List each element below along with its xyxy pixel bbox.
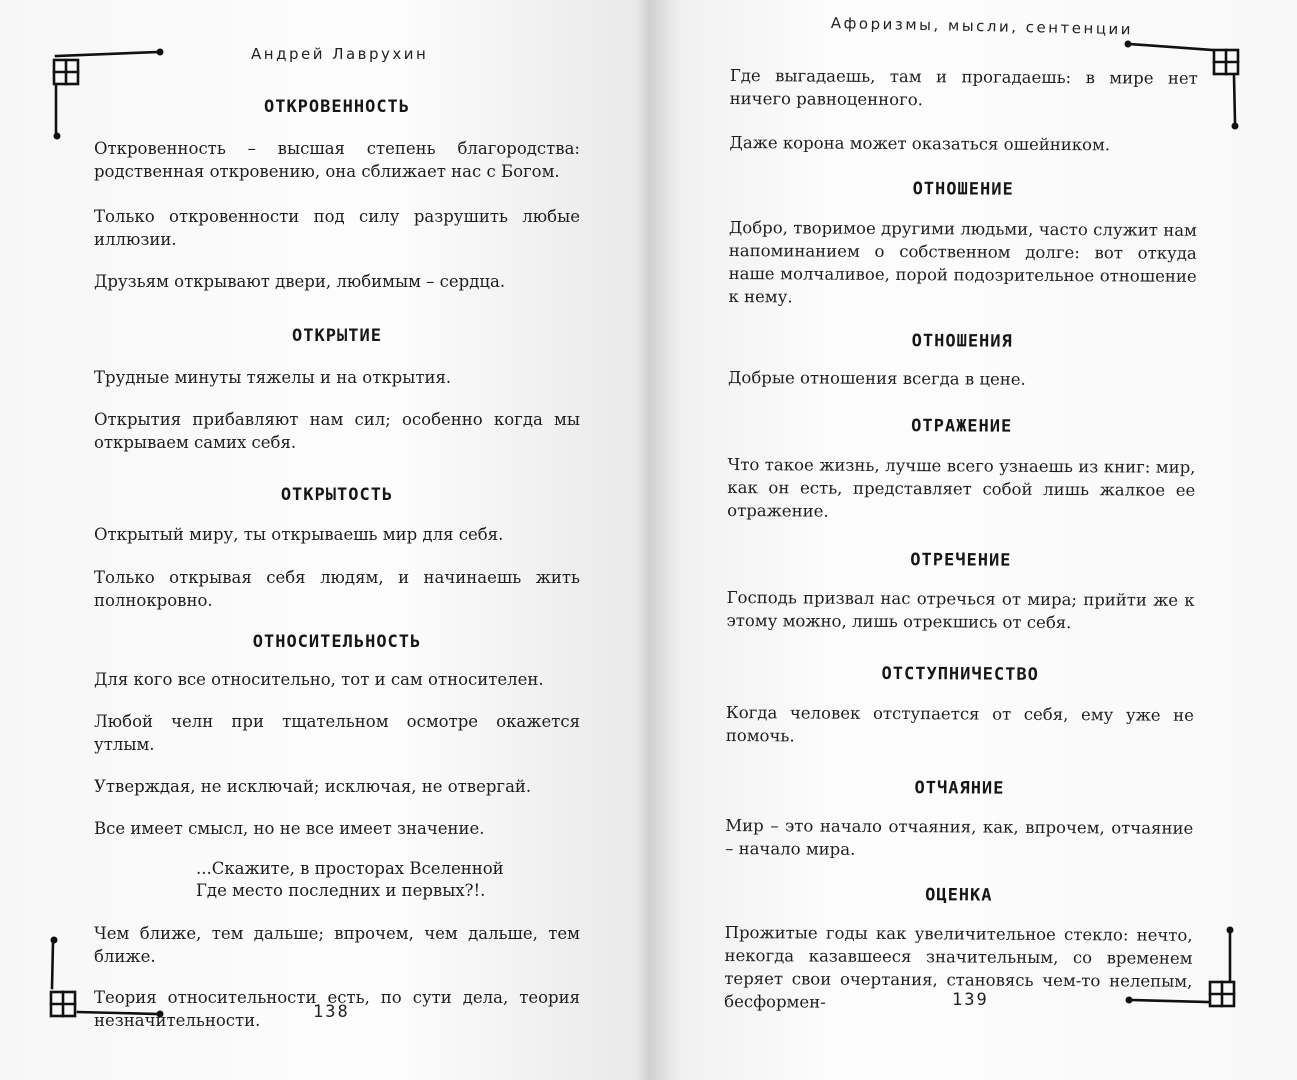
page-number: 138 [313,1002,350,1022]
paragraph: Утверждая, не исключай; исключая, не отвергай. [94,777,532,796]
paragraph: Чем ближе, тем дальше; впрочем, чем дальше, тем ближе. [94,924,580,966]
paragraph: Даже корона может оказаться ошейником. [729,132,1111,155]
paragraph: Когда человек отступается от себя, ему уже не помочь. [725,702,1195,746]
paragraph: Что такое жизнь, лучше всего узнаешь из книг: мир, как он есть, представляет собой лишь жалкое ее отражение. [727,454,1196,521]
paragraph: Любой челн при тщательном осмотре окажется утлым. [94,712,580,754]
left-page [0,0,648,1080]
section-title: ОЦЕНКА [925,885,993,906]
paragraph: Где выгадаешь, там и прогадаешь: в мире нет ничего равноценного. [729,65,1198,110]
running-head: Андрей Лаврухин [251,45,429,63]
right-page [648,0,1297,1080]
section-title: ОТКРЫТОСТЬ [280,485,394,505]
page-number: 139 [952,990,989,1010]
poem-line: ...Скажите, в просторах Вселенной [196,859,504,878]
paragraph: Открытый миру, ты открываешь мир для себя. [94,525,504,544]
section-title: ОТКРЫТИЕ [292,326,382,346]
poem-line: Где место последних и первых?!. [196,881,486,900]
left-page-content [94,93,580,1032]
section-title: ОТНОШЕНИЯ [911,331,1013,352]
paragraph: Все имеет смысл, но не все имеет значение. [94,819,485,838]
section-title: ОТРЕЧЕНИЕ [910,550,1012,571]
paragraph: Открытия прибавляют нам сил; особенно когда мы открываем самих себя. [94,410,580,452]
paragraph: Только откровенности под силу разрушить любые иллюзии. [94,207,580,249]
section-title: ОТЧАЯНИЕ [914,778,1005,799]
section-title: ОТСТУПНИЧЕСТВО [881,663,1039,685]
paragraph: Добрые отношения всегда в цене. [727,367,1026,389]
section-title: ОТНОСИТЕЛЬНОСТЬ [252,632,422,652]
paragraph: Откровенность – высшая степень благородства: родственная откровению, она сближает нас с Богом. [94,139,580,181]
running-head: Афоризмы, мысли, сентенции [830,14,1134,39]
paragraph: Мир – это начало отчаяния, как, впрочем, отчаяние – начало мира. [725,815,1194,859]
paragraph: Трудные минуты тяжелы и на открытия. [94,368,452,387]
section-title: ОТКРОВЕННОСТЬ [263,97,411,117]
paragraph: Прожитые годы как увеличительное стекло: нечто, некогда казавшееся значительным, со временем теряет свои очертания, становясь чем-то нелепым, бесформен- [724,922,1193,1012]
paragraph: Господь призвал нас отречься от мира; прийти же к этому можно, лишь отрекшись от себя. [726,587,1195,633]
section-title: ОТРАЖЕНИЕ [911,416,1013,437]
right-page-content [724,52,1198,1016]
poem [94,858,580,902]
paragraph: Только открывая себя людям, и начинаешь жить полнокровно. [94,568,580,610]
paragraph: Друзьям открывают двери, любимым – сердца. [94,272,506,291]
paragraph: Для кого все относительно, тот и сам относителен. [94,670,544,689]
paragraph: Добро, творимое другими людьми, часто служит нам напоминанием о собственном долге: вот откуда наше молчаливое, порой подозрительное отношение к нему. [728,217,1197,307]
paragraph: Теория относительности есть, по сути дела, теория незначительности. [94,988,580,1030]
section-title: ОТНОШЕНИЕ [912,179,1014,200]
